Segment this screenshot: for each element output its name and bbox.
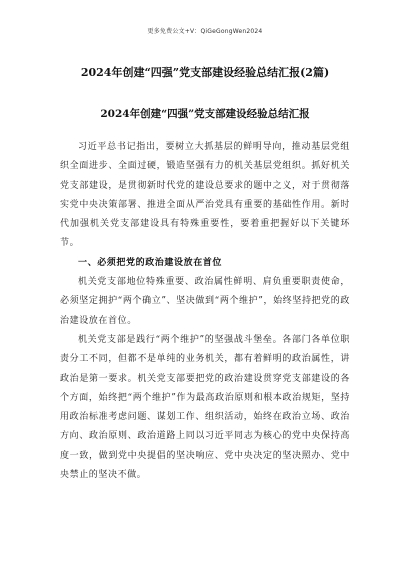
section-title: 2024年创建“四强”党支部建设经验总结汇报 xyxy=(100,108,310,120)
paragraph-2: 机关党支部地位特殊重要、政治属性鲜明、肩负重要职责使命，必须坚定拥护“两个确立”、坚决做到“两个维护”，始终坚持把党的政治建设放在首位。 xyxy=(60,277,350,326)
section-heading-1: 一、必须把党的政治建设放在首位 xyxy=(78,257,223,268)
paragraph-intro: 习近平总书记指出，要树立大抓基层的鲜明导向，推动基层党组织全面进步、全面过硬，锻造坚强有力的机关基层党组织。抓好机关党支部建设，是贯彻新时代党的建设总要求的题中之义，对于贯彻落实党中央决策部署、推进全面从严治党具有重要的基础性作用。新时代加强机关党支部建设具有特殊重要性，要着重把握好以下关键环节。 xyxy=(60,142,350,249)
document-body xyxy=(60,138,350,485)
paragraph-3: 机关党支部是践行“两个维护”的坚强战斗堡垒。各部门各单位职责分工不同，但都不是单纯的业务机关，都有着鲜明的政治属性，讲政治是第一要求。机关党支部要把党的政治建设贯穿党支部建设的各个方面，始终把“两个维护”作为最高政治原则和根本政治规矩，坚持用政治标准考虑问题、谋划工作、组织活动，始终在政治立场、政治方向、政治原则、政治道路上同以习近平同志为核心的党中央保持高度一致，做到党中央提倡的坚决响应、党中央决定的坚决照办、党中央禁止的坚决不做。 xyxy=(60,334,350,481)
document-title: 2024年创建“四强”党支部建设经验总结汇报(2篇) xyxy=(80,66,330,79)
header-note: 更多免费公文+V：QiGeGongWen2024 xyxy=(147,28,263,35)
